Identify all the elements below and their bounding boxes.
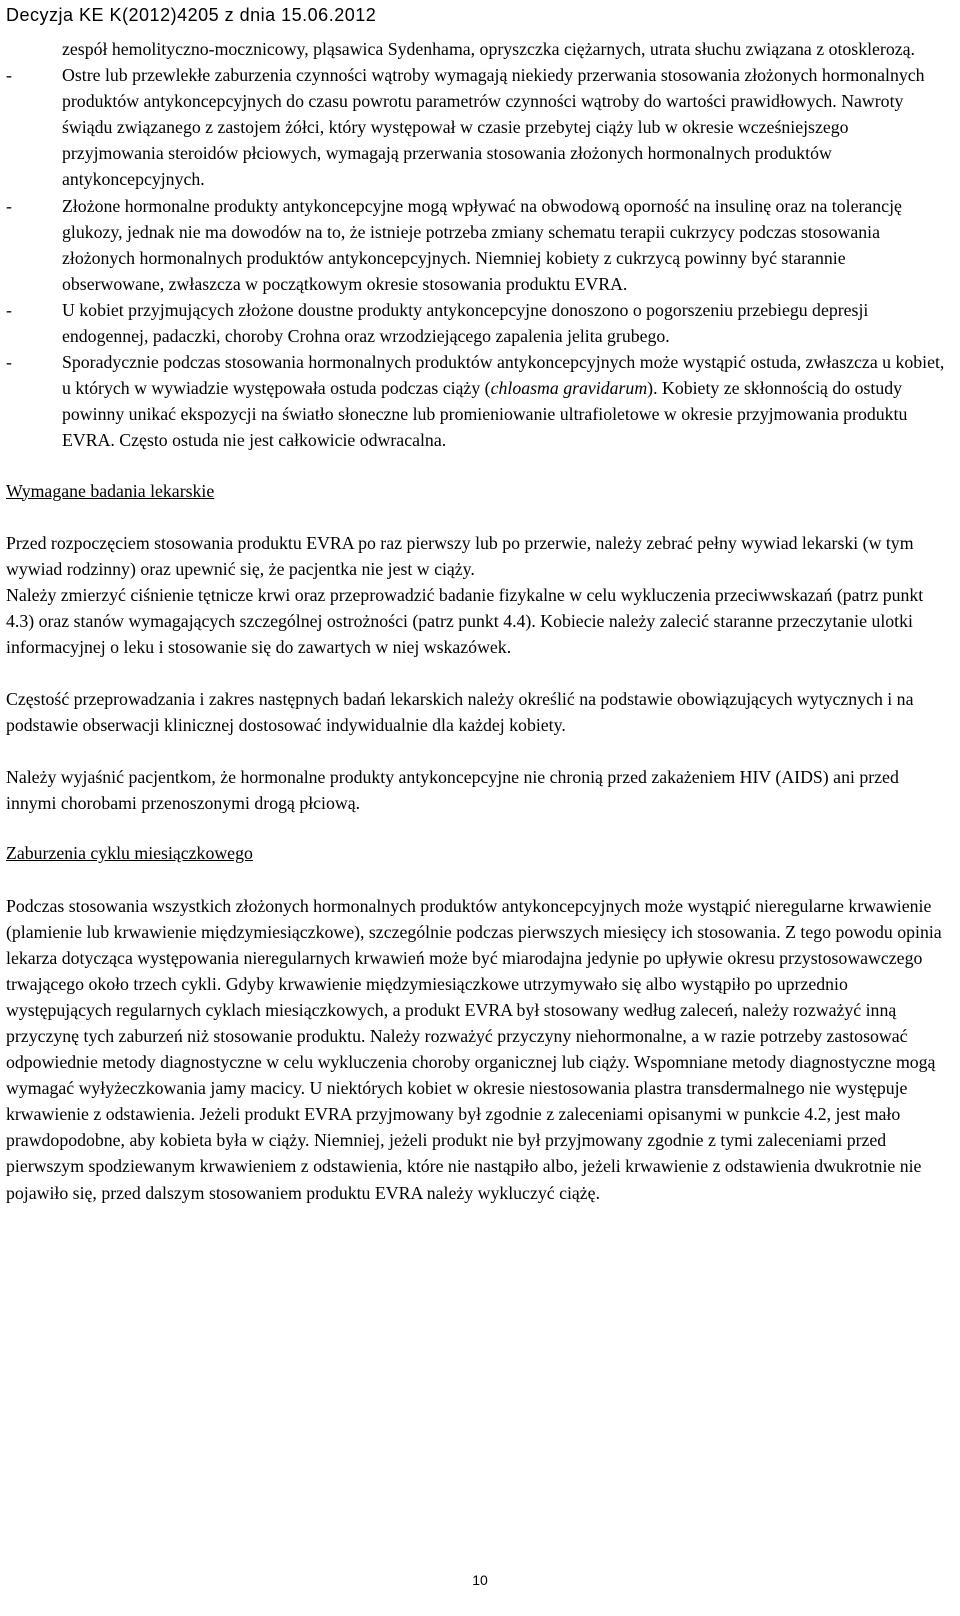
list-item — [6, 62, 952, 192]
paragraph: Należy zmierzyć ciśnienie tętnicze krwi oraz przeprowadzić badanie fizykalne w celu wykluczenia przeciwwskazań (patrz punkt 4.3) oraz stanów wymagających szczególnej ostrożności (patrz punkt 4.4). Kobiecie należy zalecić staranne przeczytanie ulotki informacyjnej o leku i stosowanie się do zawartych w niej wskazówek. — [6, 584, 924, 657]
list-item-text: Złożone hormonalne produkty antykoncepcyjne mogą wpływać na obwodową oporność na insulinę oraz na tolerancję glukozy, jednak nie ma dowodów na to, że istnieje potrzeba zmiany schematu terapii cukrzycy podczas stosowania złożonych hormonalnych produktów antykoncepcyjnych. Niemniej kobiety z cukrzycą powinny być starannie obserwowane, zwłaszcza w początkowym okresie stosowania produktu EVRA. — [62, 195, 902, 294]
list-item-text: Ostre lub przewlekłe zaburzenia czynności wątroby wymagają niekiedy przerwania stosowania złożonych hormonalnych produktów antykoncepcyjnych do czasu powrotu parametrów czynności wątroby do wartości prawidłowych. Nawroty świądu związanego z zastojem żółci, który występował w czasie przebytej ciąży lub w okresie wcześniejszego przyjmowania steroidów płciowych, wymagają przerwania stosowania złożonych hormonalnych produktów antykoncepcyjnych. — [62, 65, 925, 190]
section-heading-medical-exams: Wymagane badania lekarskie — [6, 480, 215, 501]
list-dash: - — [6, 65, 12, 86]
list-continuation: zespół hemolityczno-mocznicowy, pląsawica Sydenhama, opryszczka ciężarnych, utrata słuchu związana z otosklerozą. — [62, 39, 915, 59]
paragraph: Częstość przeprowadzania i zakres następnych badań lekarskich należy określić na podstawie obowiązujących wytycznych i na podstawie obserwacji klinicznej dostosować indywidualnie dla każdej kobiety. — [6, 689, 914, 736]
list-item — [6, 297, 952, 349]
list-item-text-after: ). Kobiety ze skłonnością do ostudy powinny unikać ekspozycji na światło słoneczne lub promieniowanie ultrafioletowe w okresie przyjmowania produktu EVRA. Często ostuda nie jest całkowicie odwracalna. — [62, 378, 908, 451]
list-item-text-italic: chloasma gravidarum — [490, 378, 648, 399]
header-title: Decyzja KE K(2012)4205 z dnia 15.06.2012 — [6, 5, 377, 25]
section-heading-cycle-disorders: Zaburzenia cyklu miesiączkowego — [6, 843, 253, 864]
list-dash: - — [6, 299, 12, 320]
paragraph: Przed rozpoczęciem stosowania produktu EVRA po raz pierwszy lub po przerwie, należy zebrać pełny wywiad lekarski (w tym wywiad rodzinny) oraz upewnić się, że pacjentka nie jest w ciąży. — [6, 532, 914, 579]
list-dash: - — [6, 352, 12, 373]
list-item-text-before: Sporadycznie podczas stosowania hormonalnych produktów antykoncepcyjnych może wystąpić ostuda, zwłaszcza u kobiet, u których w wywiadzie występowała ostuda podczas ciąży ( — [62, 352, 945, 399]
list-item — [6, 349, 952, 453]
document-body — [0, 36, 960, 1206]
list-item-text: U kobiet przyjmujących złożone doustne produkty antykoncepcyjne donoszono o pogorszeniu przebiegu depresji endogennej, padaczki, choroby Crohna oraz wrzodziejącego zapalenia jelita grubego. — [62, 299, 869, 347]
page-number: 10 — [472, 1572, 488, 1588]
list-dash: - — [6, 195, 12, 216]
list-item — [6, 193, 952, 297]
document-header — [0, 0, 960, 30]
paragraph: Podczas stosowania wszystkich złożonych hormonalnych produktów antykoncepcyjnych może wystąpić nieregularne krwawienie (plamienie lub krwawienie międzymiesiączkowe), szczególnie podczas pierwszych miesięcy ich stosowania. Z tego powodu opinia lekarza dotycząca występowania nieregularnych krwawień może być miarodajna jedynie po upływie okresu przystosowawczego trwającego około trzech cykli. Gdyby krwawienie międzymiesiączkowe utrzymywało się albo wystąpiło po uprzednio występujących regularnych cyklach miesiączkowych, a produkt EVRA był stosowany według zaleceń, należy rozważyć inną przyczynę tych zaburzeń niż stosowanie produktu. Należy rozważyć przyczyny niehormonalne, a w razie potrzeby zastosować odpowiednie metody diagnostyczne w celu wykluczenia choroby organicznej lub ciąży. Wspomniane metody diagnostyczne mogą wymagać wyłyżeczkowania jamy macicy. U niektórych kobiet w okresie niestosowania plastra transdermalnego nie występuje krwawienie z odstawienia. Jeżeli produkt EVRA przyjmowany był zgodnie z zaleceniami opisanymi w punkcie 4.2, jest mało prawdopodobne, aby kobieta była w ciąży. Niemniej, jeżeli produkt nie był przyjmowany zgodnie z tymi zaleceniami przed pierwszym spodziewanym krwawieniem z odstawienia, które nie nastąpiło albo, jeżeli krwawienie z odstawienia dwukrotnie nie pojawiło się, przed dalszym stosowaniem produktu EVRA należy wykluczyć ciążę. — [6, 895, 942, 1203]
paragraph: Należy wyjaśnić pacjentkom, że hormonalne produkty antykoncepcyjne nie chronią przed zakażeniem HIV (AIDS) ani przed innymi chorobami przenoszonymi drogą płciową. — [6, 767, 899, 814]
